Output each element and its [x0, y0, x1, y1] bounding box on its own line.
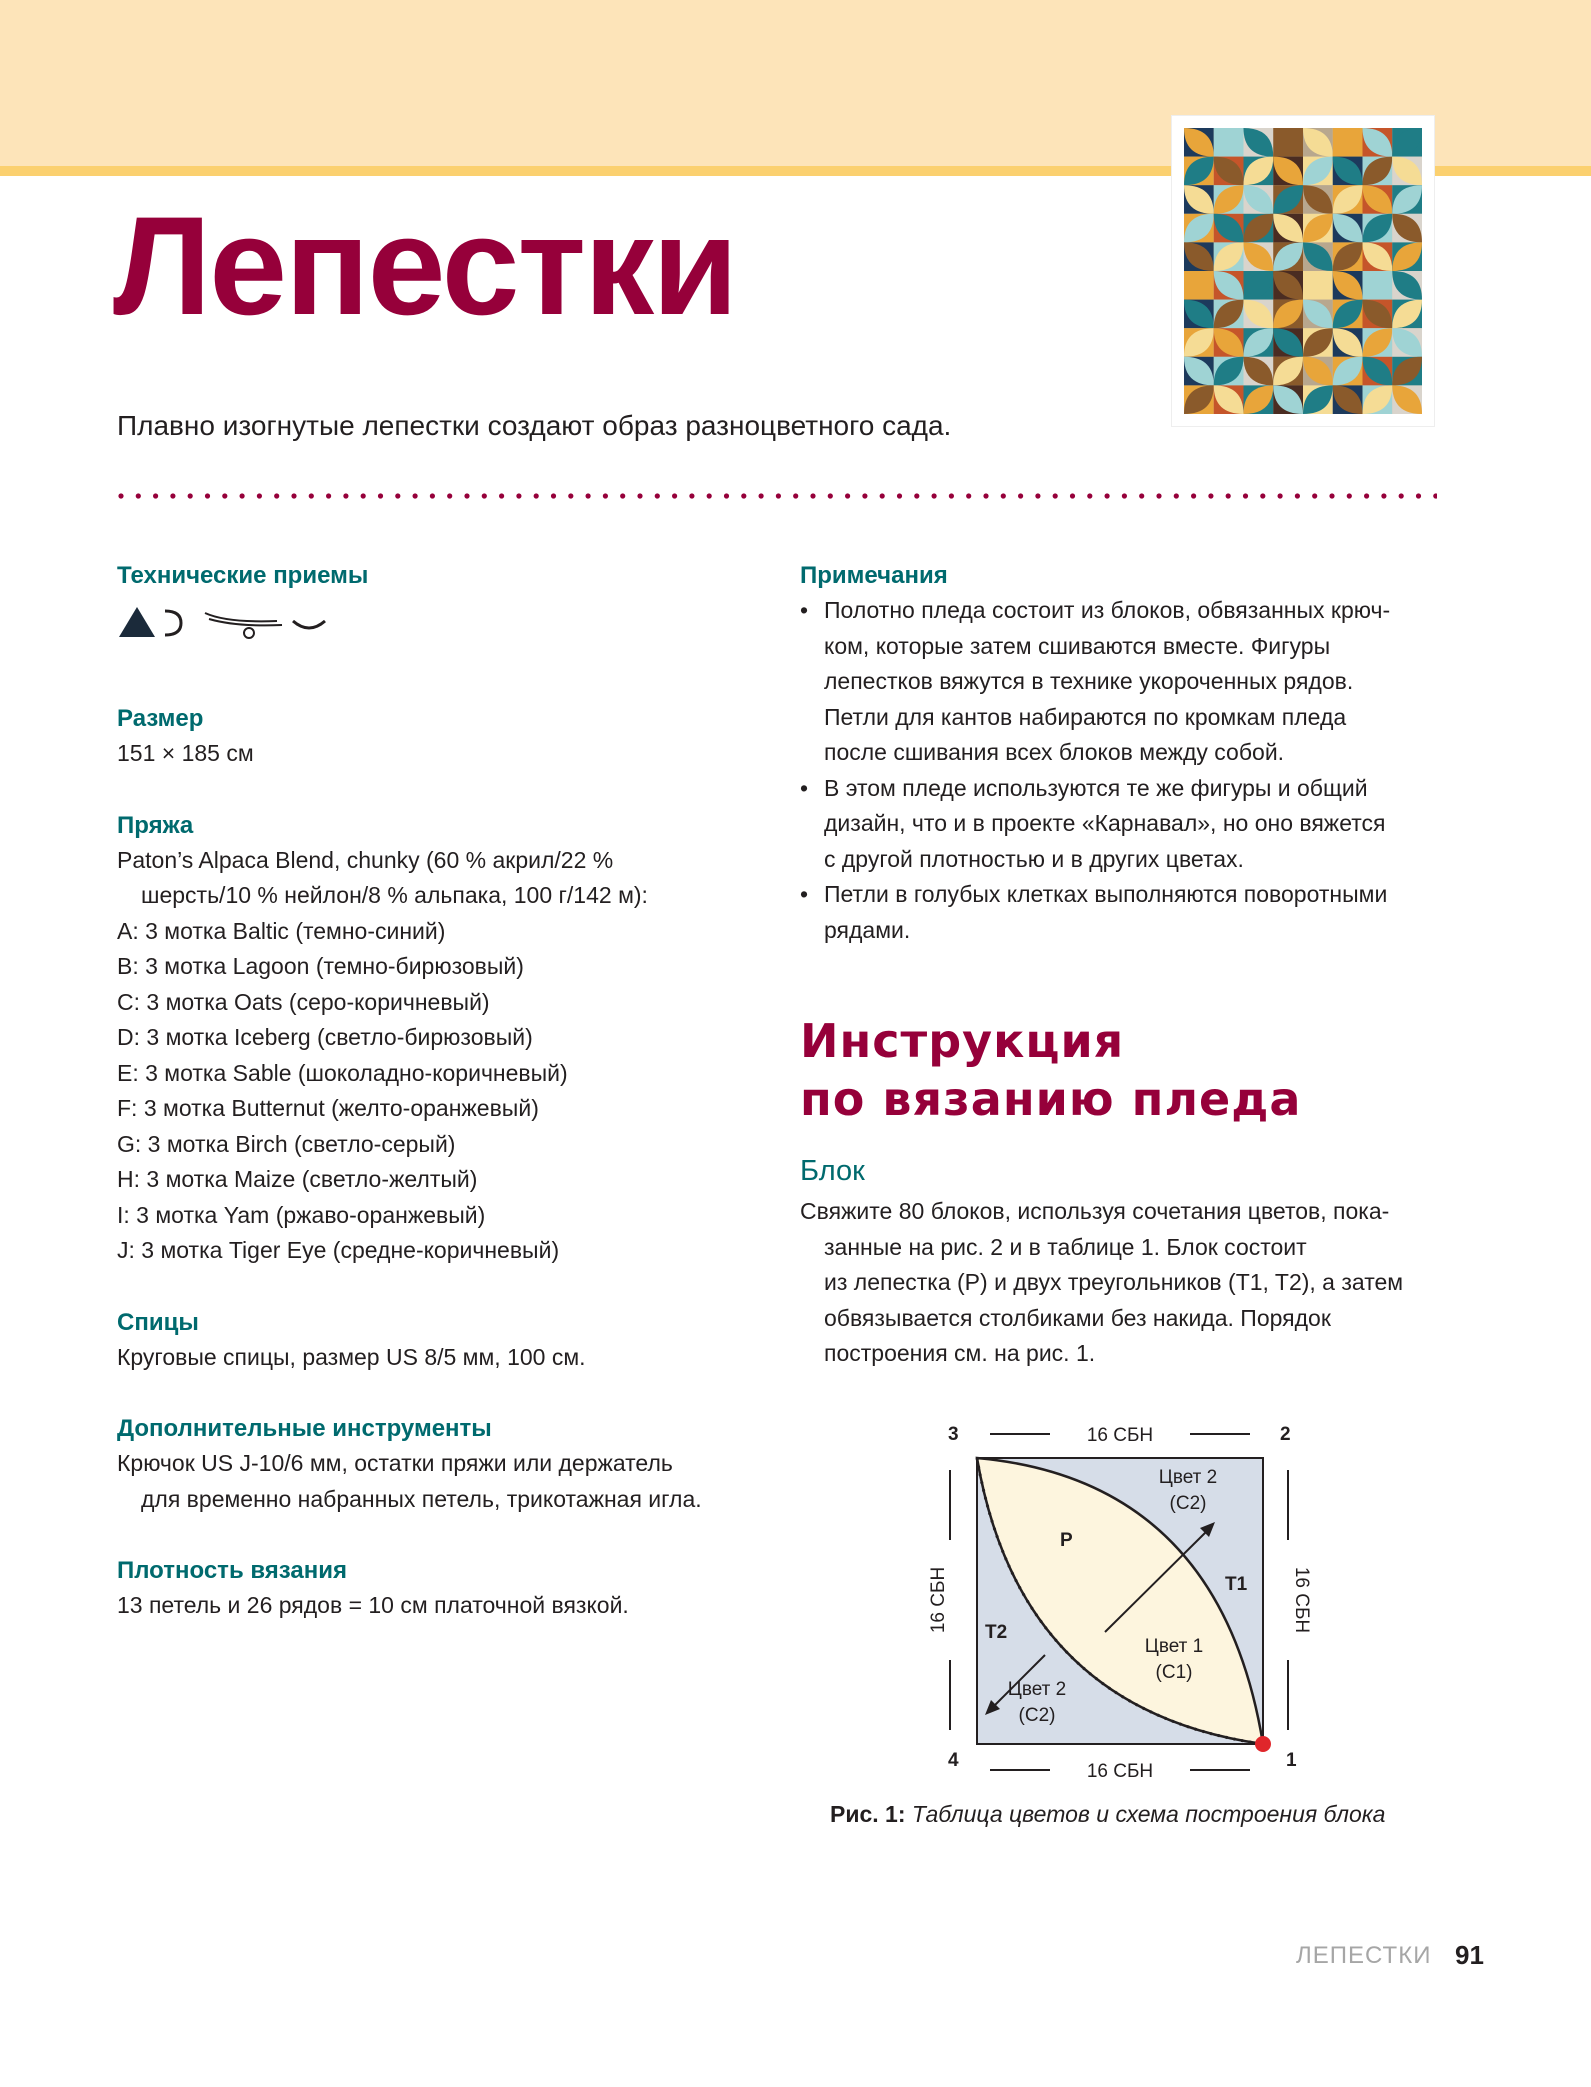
divider-dot — [222, 493, 227, 498]
short-row-icon — [165, 611, 181, 635]
corner-3: 3 — [948, 1424, 959, 1445]
note-item — [800, 771, 1440, 878]
divider-dot — [1260, 493, 1265, 498]
yarn-color-i: I: 3 мотка Yam (ржаво-оранжевый) — [117, 1201, 486, 1228]
tools-line: для временно набранных петель, трикотажная игла. — [141, 1485, 702, 1512]
needles-heading: Спицы — [117, 1308, 199, 1336]
divider-dot — [1364, 493, 1369, 498]
divider-dot — [1295, 493, 1300, 498]
yarn-section — [117, 808, 777, 1269]
yarn-color-f: F: 3 мотка Butternut (желто-оранжевый) — [117, 1095, 539, 1121]
yarn-color-e: E: 3 мотка Sable (шоколадно-коричневый) — [117, 1059, 568, 1086]
note-line: дизайн, что и в проекте «Карнавал», но оно вяжется — [824, 810, 1386, 836]
label-top: 16 СБН — [1086, 1425, 1154, 1446]
divider-dot — [1347, 493, 1352, 498]
divider-dot — [1122, 493, 1127, 498]
note-line: Петли для кантов набираются по кромкам пледа — [824, 703, 1347, 730]
label-color-1-code: (C1) — [1155, 1662, 1193, 1683]
note-line: • В этом пледе используются те же фигуры и общий — [824, 774, 1368, 801]
divider-dot — [707, 493, 712, 498]
divider-dot — [1226, 493, 1231, 498]
yarn-line: шерсть/10 % нейлон/8 % альпака, 100 г/142 м): — [141, 882, 648, 908]
divider-dot — [1399, 493, 1404, 498]
note-item — [800, 593, 1440, 771]
divider-dot — [326, 493, 331, 498]
gauge-section — [117, 1553, 777, 1624]
notes-section — [800, 558, 1440, 948]
dotted-divider — [117, 492, 1437, 500]
block-heading: Блок — [800, 1155, 865, 1187]
divider-dot — [205, 493, 210, 498]
divider-dot — [1174, 493, 1179, 498]
divider-dot — [949, 493, 954, 498]
size-value: 151 × 185 см — [117, 740, 254, 766]
divider-dot — [620, 493, 625, 498]
yarn-color-g: G: 3 мотка Birch (светло-серый) — [117, 1130, 456, 1157]
divider-dot — [1278, 493, 1283, 498]
divider-dot — [689, 493, 694, 498]
divider-dot — [637, 493, 642, 498]
block-line: из лепестка (P) и двух треугольников (T1, T2), а затем — [824, 1269, 1404, 1295]
note-line: после сшивания всех блоков между собой. — [824, 739, 1285, 765]
label-left: 16 СБН — [928, 1566, 949, 1634]
divider-dot — [1139, 493, 1144, 498]
footer-label: ЛЕПЕСТКИ — [1296, 1942, 1432, 1969]
blanket-photo — [1184, 128, 1422, 414]
tools-heading: Дополнительные инструменты — [117, 1415, 492, 1442]
lead-text: Плавно изогнутые лепестки создают образ разноцветного сада. — [117, 410, 952, 441]
page-number: 91 — [1455, 1940, 1484, 1970]
divider-dot — [1070, 493, 1075, 498]
divider-dot — [741, 493, 746, 498]
divider-dot — [1329, 493, 1334, 498]
label-t2: T2 — [985, 1622, 1008, 1643]
divider-dot — [914, 493, 919, 498]
block-diagram — [920, 1410, 1320, 1780]
divider-dot — [153, 493, 158, 498]
divider-dot — [447, 493, 452, 498]
divider-dot — [932, 493, 937, 498]
divider-dot — [118, 493, 123, 498]
page-title: Лепестки — [113, 187, 737, 344]
divider-dot — [1416, 493, 1421, 498]
divider-dot — [897, 493, 902, 498]
left-column — [117, 558, 777, 1660]
label-color-2: Цвет 2 — [1158, 1467, 1218, 1488]
label-t1: T1 — [1225, 1574, 1248, 1595]
yarn-color-c: C: 3 мотка Oats (серо-коричневый) — [117, 988, 490, 1015]
yarn-color-b: B: 3 мотка Lagoon (темно-бирюзовый) — [117, 953, 524, 979]
corner-2: 2 — [1280, 1424, 1291, 1445]
divider-dot — [188, 493, 193, 498]
yarn-color-a: A: 3 мотка Baltic (темно-синий) — [117, 917, 446, 944]
figure-caption — [830, 1801, 1385, 1828]
seam-icon — [293, 621, 325, 628]
divider-dot — [1087, 493, 1092, 498]
divider-dot — [568, 493, 573, 498]
needles-section — [117, 1305, 777, 1376]
divider-dot — [240, 493, 245, 498]
label-bottom: 16 СБН — [1086, 1761, 1154, 1780]
label-color-1: Цвет 1 — [1144, 1636, 1204, 1657]
divider-dot — [672, 493, 677, 498]
block-line: Свяжите 80 блоков, используя сочетания цветов, пока- — [800, 1198, 1390, 1224]
technique-icons — [117, 601, 337, 641]
divider-dot — [603, 493, 608, 498]
note-item — [800, 877, 1440, 948]
divider-dot — [1381, 493, 1386, 498]
note-line: • Петли в голубых клетках выполняются поворотными — [824, 881, 1388, 907]
divider-dot — [828, 493, 833, 498]
divider-dot — [1105, 493, 1110, 498]
divider-dot — [464, 493, 469, 498]
divider-dot — [343, 493, 348, 498]
block-instructions — [800, 1194, 1440, 1372]
divider-dot — [1208, 493, 1213, 498]
tools-section — [117, 1411, 777, 1517]
yarn-color-h: H: 3 мотка Maize (светло-желтый) — [117, 1166, 478, 1192]
label-petal: P — [1060, 1530, 1073, 1551]
instructions-heading-line: по вязанию пледа — [800, 1072, 1302, 1126]
divider-dot — [274, 493, 279, 498]
note-line: • Полотно пледа состоит из блоков, обвязанных крюч- — [824, 597, 1391, 623]
tools-line: Крючок US J-10/6 мм, остатки пряжи или держатель — [117, 1450, 673, 1476]
size-heading: Размер — [117, 705, 204, 732]
label-color-2-code: (C2) — [1169, 1493, 1207, 1514]
corner-1: 1 — [1286, 1750, 1297, 1771]
label-color-2: Цвет 2 — [1007, 1679, 1067, 1700]
divider-dot — [499, 493, 504, 498]
gauge-value: 13 петель и 26 рядов = 10 см платочной вязкой. — [117, 1592, 629, 1618]
divider-dot — [1433, 493, 1437, 498]
gauge-heading: Плотность вязания — [117, 1557, 348, 1584]
divider-dot — [395, 493, 400, 498]
divider-dot — [1156, 493, 1161, 498]
divider-dot — [170, 493, 175, 498]
divider-dot — [1312, 493, 1317, 498]
yarn-heading: Пряжа — [117, 811, 194, 839]
techniques-section — [117, 558, 777, 641]
divider-dot — [880, 493, 885, 498]
yarn-line: Paton’s Alpaca Blend, chunky (60 % акрил/22 % — [117, 846, 614, 873]
triangle-icon — [119, 607, 155, 637]
note-line: с другой плотностью и в других цветах. — [824, 845, 1244, 872]
divider-dot — [551, 493, 556, 498]
notes-heading: Примечания — [800, 562, 948, 589]
divider-dot — [430, 493, 435, 498]
block-line: построения см. на рис. 1. — [824, 1340, 1096, 1366]
divider-dot — [136, 493, 141, 498]
instructions-heading — [800, 1012, 1301, 1128]
divider-dot — [516, 493, 521, 498]
needles-value: Круговые спицы, размер US 8/5 мм, 100 см. — [117, 1343, 586, 1370]
divider-dot — [862, 493, 867, 498]
note-line: рядами. — [824, 916, 911, 943]
divider-dot — [586, 493, 591, 498]
divider-dot — [1191, 493, 1196, 498]
divider-dot — [966, 493, 971, 498]
note-line: ком, которые затем сшиваются вместе. Фигуры — [824, 632, 1331, 659]
divider-dot — [759, 493, 764, 498]
corner-4: 4 — [948, 1750, 959, 1771]
techniques-heading: Технические приемы — [117, 562, 369, 589]
divider-dot — [1035, 493, 1040, 498]
size-section — [117, 701, 777, 772]
divider-dot — [257, 493, 262, 498]
divider-dot — [810, 493, 815, 498]
note-line: лепестков вяжутся в технике укороченных рядов. — [824, 668, 1354, 694]
divider-dot — [1053, 493, 1058, 498]
divider-dot — [378, 493, 383, 498]
block-line: обвязывается столбиками без накида. Порядок — [824, 1304, 1331, 1331]
divider-dot — [793, 493, 798, 498]
instructions-heading-line: Инструкция — [800, 1014, 1125, 1068]
caption-label: Рис. 1: — [830, 1801, 906, 1827]
divider-dot — [845, 493, 850, 498]
divider-dot — [534, 493, 539, 498]
divider-dot — [1001, 493, 1006, 498]
divider-dot — [1018, 493, 1023, 498]
start-point-marker — [1255, 1736, 1271, 1752]
divider-dot — [309, 493, 314, 498]
label-color-2-code: (C2) — [1018, 1705, 1056, 1726]
yarn-color-j: J: 3 мотка Tiger Eye (средне-коричневый) — [117, 1237, 560, 1263]
divider-dot — [291, 493, 296, 498]
divider-dot — [724, 493, 729, 498]
divider-dot — [776, 493, 781, 498]
caption-text: Таблица цветов и схема построения блока — [911, 1801, 1386, 1827]
divider-dot — [655, 493, 660, 498]
block-line: занные на рис. 2 и в таблице 1. Блок состоит — [824, 1233, 1307, 1260]
cable-needle-icon — [205, 613, 282, 638]
label-right: 16 СБН — [1291, 1566, 1312, 1634]
divider-dot — [413, 493, 418, 498]
divider-dot — [361, 493, 366, 498]
yarn-color-d: D: 3 мотка Iceberg (светло-бирюзовый) — [117, 1024, 533, 1050]
divider-dot — [482, 493, 487, 498]
divider-dot — [1243, 493, 1248, 498]
divider-dot — [983, 493, 988, 498]
